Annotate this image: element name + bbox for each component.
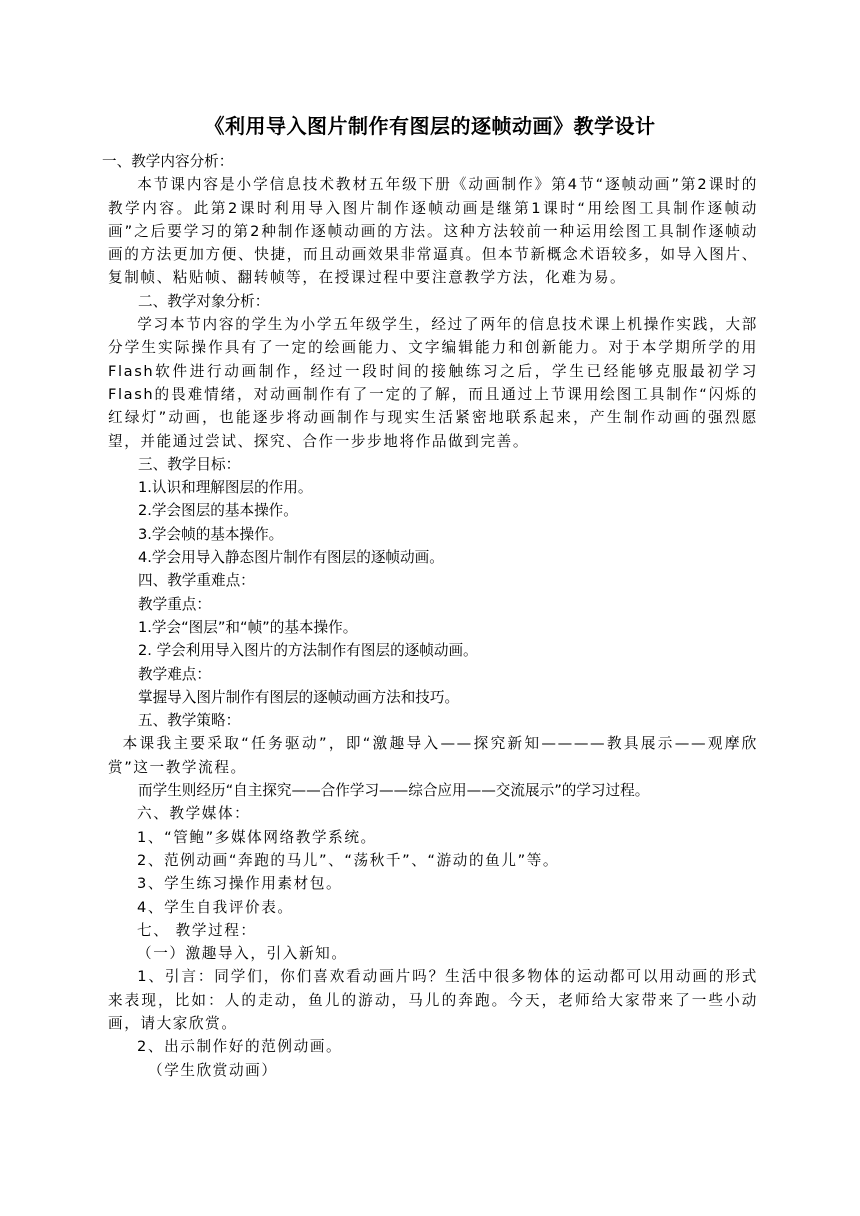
list-item: 2、出示制作好的范例动画。 bbox=[137, 1038, 343, 1056]
paragraph: 1、引言：同学们，你们喜欢看动画片吗？生活中很多物体的运动都可以用动画的形式来表现，比如：人的走动，鱼儿的游动，马儿的奔跑。今天，老师给大家带来了一些小动画，请大家欣赏。 bbox=[108, 968, 758, 1032]
section-heading: 一、教学内容分析： bbox=[102, 153, 234, 170]
list-item: 2.学会图层的基本操作。 bbox=[138, 502, 298, 520]
list-item: 4.学会用导入静态图片制作有图层的逐帧动画。 bbox=[138, 549, 444, 567]
list-item: 3、学生练习操作用素材包。 bbox=[137, 875, 343, 893]
list-item: 1.学会“图层”和“帧”的基本操作。 bbox=[138, 618, 358, 636]
section-heading: 六、教学媒体： bbox=[137, 805, 251, 823]
paragraph: 本课我主要采取“任务驱动”，即“激趣导入——探究新知————教具展示——观摩欣赏”这一教学流程。 bbox=[108, 735, 758, 776]
list-item: 1、“管鲍”多媒体网络教学系统。 bbox=[137, 828, 377, 846]
document-title: 《利用导入图片制作有图层的逐帧动画》教学设计 bbox=[204, 114, 656, 138]
section-heading: 四、教学重难点： bbox=[138, 572, 255, 590]
list-item: 1.认识和理解图层的作用。 bbox=[138, 479, 313, 497]
paragraph: 本节课内容是小学信息技术教材五年级下册《动画制作》第4节“逐帧动画”第2课时的教学内容。此第2课时利用导入图片制作逐帧动画是继第1课时“用绘图工具制作逐帧动画”之后要学习的第2种制作逐帧动画的方法。这种方法较前一种运用绘图工具制作逐帧动画的方法更加方便、快捷，而且动画效果非常逼真。但本节新概念术语较多，如导入图片、复制帧、粘贴帧、翻转帧等，在授课过程中要注意教学方法，化难为易。 bbox=[108, 176, 758, 287]
list-item: 3.学会帧的基本操作。 bbox=[138, 525, 284, 543]
note: （学生欣赏动画） bbox=[148, 1061, 278, 1079]
section-heading: 七、 教学过程： bbox=[137, 921, 257, 939]
list-item: 4、学生自我评价表。 bbox=[137, 898, 294, 916]
section-heading: 二、教学对象分析： bbox=[138, 292, 270, 310]
paragraph: 学习本节内容的学生为小学五年级学生，经过了两年的信息技术课上机操作实践，大部分学生实际操作具有了一定的绘画能力、文字编辑能力和创新能力。对于本学期所学的用Flash软件进行动画制作，经过一段时间的接触练习之后，学生已经能够克服最初学习Flash的畏难情绪，对动画制作有了一定的了解，而且通过上节课用绘图工具制作“闪烁的红绿灯”动画，也能逐步将动画制作与现实生活紧密地联系起来，产生制作动画的强烈愿望，并能通过尝试、探究、合作一步步地将作品做到完善。 bbox=[108, 316, 758, 450]
section-heading: 三、教学目标： bbox=[138, 455, 241, 473]
list-item: 2、范例动画“奔跑的马儿”、“荡秋千”、“游动的鱼儿”等。 bbox=[137, 851, 560, 869]
document-body bbox=[102, 150, 758, 1082]
subheading: 教学重点： bbox=[138, 595, 211, 613]
subheading: （一）激趣导入，引入新知。 bbox=[137, 945, 348, 963]
paragraph: 掌握导入图片制作有图层的逐帧动画方法和技巧。 bbox=[138, 688, 460, 706]
subheading: 教学难点： bbox=[138, 665, 211, 683]
section-heading: 五、教学策略： bbox=[138, 712, 241, 730]
list-item: 2. 学会利用导入图片的方法制作有图层的逐帧动画。 bbox=[138, 642, 478, 660]
paragraph: 而学生则经历“自主探究——合作学习——综合应用——交流展示”的学习过程。 bbox=[138, 782, 650, 800]
